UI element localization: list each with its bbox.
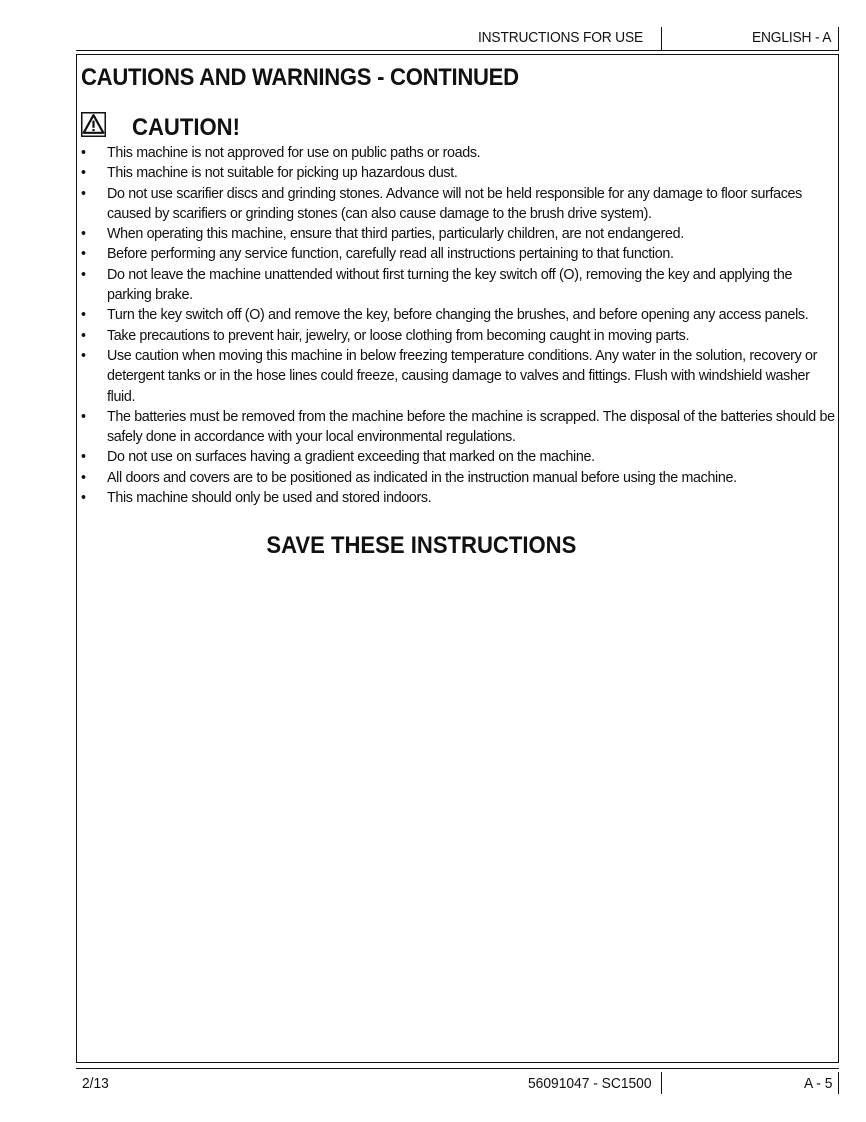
- caution-item-text: This machine is not suitable for picking up hazardous dust.: [107, 165, 458, 182]
- caution-item-text: The batteries must be removed from the machine before the machine is scrapped. The disposal of the batteries should be safely done in accordance with your local environmental regulations.: [107, 408, 835, 446]
- footer-right-edge: [838, 1072, 839, 1094]
- footer-page-number: A - 5: [804, 1075, 833, 1092]
- caution-item: [79, 346, 837, 407]
- bullet-marker: •: [81, 165, 86, 182]
- caution-item: [79, 305, 837, 325]
- caution-item: [79, 244, 837, 264]
- caution-item-text: All doors and covers are to be positioned as indicated in the instruction manual before using the machine.: [107, 469, 737, 486]
- caution-item-text: This machine should only be used and stored indoors.: [107, 490, 432, 507]
- caution-list: [79, 143, 837, 508]
- header-right-edge: [838, 27, 839, 50]
- caution-item: [79, 143, 837, 163]
- bullet-marker: •: [81, 145, 86, 161]
- caution-item-text: This machine is not approved for use on public paths or roads.: [107, 145, 481, 161]
- bullet-marker: •: [81, 307, 86, 324]
- bullet-marker: •: [81, 246, 86, 263]
- caution-item: [79, 326, 837, 346]
- caution-item: [79, 224, 837, 244]
- bullet-marker: •: [81, 226, 86, 243]
- caution-item: [79, 407, 837, 448]
- caution-item: [79, 488, 837, 508]
- header-rule: [76, 50, 839, 51]
- bullet-marker: •: [81, 347, 86, 364]
- warning-triangle-icon: [81, 112, 106, 137]
- caution-item-text: Before performing any service function, carefully read all instructions pertaining to that function.: [107, 246, 674, 263]
- caution-item: [79, 447, 837, 467]
- caution-item-text: When operating this machine, ensure that third parties, particularly children, are not endangered.: [107, 226, 684, 243]
- caution-item-text: Do not leave the machine unattended without first turning the key switch off (O), removing the key and applying the parking brake.: [107, 266, 793, 304]
- bullet-marker: •: [81, 449, 86, 466]
- bullet-marker: •: [81, 469, 86, 486]
- footer-date: 2/13: [82, 1075, 109, 1092]
- header-language-label: ENGLISH - A: [752, 29, 832, 46]
- page-title: CAUTIONS AND WARNINGS - CONTINUED: [81, 64, 519, 91]
- caution-item-text: Take precautions to prevent hair, jewelry, or loose clothing from becoming caught in moving parts.: [107, 327, 690, 344]
- footer-divider: [661, 1072, 662, 1094]
- caution-item-text: Turn the key switch off (O) and remove the key, before changing the brushes, and before opening any access panels.: [107, 307, 809, 324]
- caution-item-text: Use caution when moving this machine in below freezing temperature conditions. Any water in the solution, recovery or detergent tanks or in the hose lines could freeze, causing damage to valves and fittings. Flush with windshield washer fluid.: [107, 347, 818, 405]
- footer-doc-number: 56091047 - SC1500: [528, 1075, 652, 1092]
- caution-item: [79, 468, 837, 488]
- bullet-marker: •: [81, 185, 86, 202]
- save-instructions-heading: SAVE THESE INSTRUCTIONS: [266, 532, 577, 559]
- caution-item: [79, 265, 837, 306]
- header-divider: [661, 27, 662, 50]
- bullet-marker: •: [81, 408, 86, 425]
- footer-rule: [76, 1068, 839, 1069]
- caution-item: [79, 163, 837, 183]
- caution-item-text: Do not use on surfaces having a gradient exceeding that marked on the machine.: [107, 449, 595, 466]
- caution-item-text: Do not use scarifier discs and grinding stones. Advance will not be held responsible for any damage to floor surfaces caused by scarifiers or grinding stones (can also cause damage to the brush drive system).: [107, 185, 802, 222]
- bullet-marker: •: [81, 490, 86, 507]
- caution-item: [79, 184, 837, 225]
- header-section-label: INSTRUCTIONS FOR USE: [478, 29, 643, 46]
- bullet-marker: •: [81, 327, 86, 344]
- bullet-marker: •: [81, 266, 86, 283]
- caution-heading: CAUTION!: [132, 114, 240, 141]
